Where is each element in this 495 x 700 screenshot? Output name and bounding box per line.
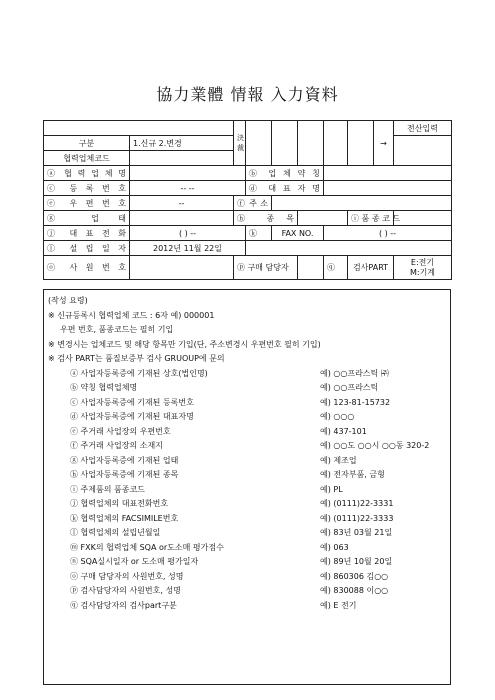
item-description: ⓒ 사업자등록증에 기재된 등록번호 xyxy=(70,397,194,407)
instruction-item xyxy=(48,425,446,440)
ceo-name-label: ⓓ 대 표 자 명 xyxy=(246,181,324,196)
phone-label: ⓙ 대 표 전 화 xyxy=(44,226,130,241)
page-title: 協力業體 情報 入力資料 xyxy=(156,85,339,104)
item-example: 예) 123-81-15732 xyxy=(320,397,391,407)
instructions-panel xyxy=(43,289,451,685)
item-description: ⓜ FXK의 협력업체 SQA or도소매 평가점수 xyxy=(70,542,224,552)
header-blank xyxy=(44,121,234,136)
instruction-item xyxy=(48,570,446,585)
founding-date-label: ⓛ 설 립 일 자 xyxy=(44,241,130,256)
item-description: ⓗ 사업자등록증에 기재된 종목 xyxy=(70,470,179,479)
employee-number-field[interactable] xyxy=(130,256,234,280)
item-example: 예) 860306 김○○ xyxy=(320,571,389,581)
item-description: ⓛ 협력업체의 설립년월일 xyxy=(70,528,161,537)
instructions-heading: (작성 요령) xyxy=(48,296,88,305)
gubun-label: 구분 xyxy=(44,136,130,151)
item-description: ⓖ 사업자등록증에 기재된 업태 xyxy=(70,455,179,465)
computer-input-box[interactable] xyxy=(394,136,452,166)
founding-date-field[interactable]: 2012년 11월 22일 xyxy=(130,241,246,256)
item-example: 예) (0111)22-3333 xyxy=(320,513,394,523)
instruction-line: ※ 검사 PART는 품질보증부 검사 GRUOUP에 문의 xyxy=(48,354,225,363)
instruction-item xyxy=(48,599,446,614)
phone-field[interactable]: ( ) -- xyxy=(130,226,246,241)
item-description: ⓞ 구매 담당자의 사원번호, 성명 xyxy=(70,571,184,581)
instruction-item xyxy=(48,497,446,512)
vendor-code-field[interactable] xyxy=(130,151,234,166)
item-example: 예) 제조업 xyxy=(320,455,357,465)
instruction-item xyxy=(48,541,446,556)
product-code-field[interactable] xyxy=(394,211,452,226)
input-form-table xyxy=(43,120,452,280)
item-description: ⓕ 주거래 사업장의 소재지 xyxy=(70,441,163,450)
item-example: 예) 830088 이○○ xyxy=(320,586,389,595)
approval-box-5[interactable] xyxy=(348,121,374,166)
address-field[interactable] xyxy=(272,196,452,211)
approval-box-4[interactable] xyxy=(324,121,348,166)
instruction-line: ※ 신규등록시 협력업체 코드 : 6자 예) 000001 xyxy=(48,310,215,320)
item-example: 예) 063 xyxy=(320,542,349,552)
instruction-item xyxy=(48,526,446,541)
item-description: ⓚ 협력업체의 FACSIMILE번호 xyxy=(70,513,179,523)
instruction-item xyxy=(48,396,446,411)
inspection-marker: ⓠ xyxy=(324,256,348,280)
ceo-name-field[interactable] xyxy=(324,181,452,196)
arrow-icon: → xyxy=(374,121,394,166)
computer-input-header: 전산입력 xyxy=(394,121,452,136)
product-code-label: ⓘ 품 종 코 드 xyxy=(348,211,394,226)
item-example: 예) 83년 03월 21일 xyxy=(320,528,393,537)
item-description: ⓔ 주거래 사업장의 우편번호 xyxy=(70,426,171,436)
purchase-manager-label: ⓟ 구매 담당자 xyxy=(234,256,298,280)
instruction-item xyxy=(48,584,446,599)
instruction-line: 우편 번호, 품종코드는 필히 기입 xyxy=(60,325,174,334)
item-example: 예) ○○도 ○○시 ○○동 320-2 xyxy=(320,441,430,450)
approval-box-1[interactable] xyxy=(246,121,272,166)
item-description: ⓐ 사업자등록증에 기재된 상호(법인명) xyxy=(70,368,208,378)
item-description: ⓟ 검사담당자의 사원번호, 성명 xyxy=(70,586,181,595)
instruction-item xyxy=(48,468,446,483)
vendor-name-label: ⓐ 협 력 업 체 명 xyxy=(44,166,130,181)
fax-marker: ⓚ xyxy=(246,226,272,241)
reg-number-field[interactable]: -- -- xyxy=(130,181,246,196)
address-label: ⓕ 주 소 xyxy=(234,196,272,211)
employee-number-label: ⓞ 사 원 번 호 xyxy=(44,256,130,280)
instruction-item xyxy=(48,454,446,469)
item-example: 예) 437-101 xyxy=(320,426,367,436)
zip-code-field[interactable]: -- xyxy=(130,196,234,211)
vendor-short-name-label: ⓑ 업 체 약 칭 xyxy=(246,166,324,181)
business-type-field[interactable] xyxy=(130,211,234,226)
item-description: ⓙ 협력업체의 대표전화번호 xyxy=(70,499,169,508)
instruction-item xyxy=(48,439,446,454)
item-example: 예) (0111)22-3331 xyxy=(320,499,394,508)
item-example: 예) PL xyxy=(320,484,343,494)
item-description: ⓓ 사업자등록증에 기재된 대표자명 xyxy=(70,412,194,421)
item-example: 예) ○○프라스틱 ㈜ xyxy=(320,368,389,378)
purchase-manager-field[interactable] xyxy=(298,256,324,280)
business-type-label: ⓖ 업 태 xyxy=(44,211,130,226)
item-description: ⓑ 약칭 협력업체명 xyxy=(70,383,138,392)
vendor-code-label: 협력업체코드 xyxy=(44,151,130,166)
instruction-item xyxy=(48,367,446,382)
fax-field[interactable]: ( ) -- xyxy=(324,226,452,241)
instruction-item xyxy=(48,555,446,570)
inspection-part-label: 검사PART xyxy=(348,256,394,280)
instruction-item xyxy=(48,483,446,498)
instruction-line: ※ 변경시는 업체코드 및 해당 항목만 기입(단, 주소변경시 우편번호 필히 기입) xyxy=(48,339,321,349)
instruction-item xyxy=(48,381,446,396)
inspection-part-options[interactable]: E:전기 M:기계 xyxy=(394,256,452,280)
item-example: 예) ○○○ xyxy=(320,412,355,421)
item-example: 예) 89년 10월 20일 xyxy=(320,557,393,566)
item-example: 예) E 전기 xyxy=(320,600,357,610)
instruction-item xyxy=(48,512,446,527)
approval-box-3[interactable] xyxy=(298,121,324,166)
blank-cell xyxy=(246,241,452,256)
approval-box-2[interactable] xyxy=(272,121,298,166)
gubun-value[interactable]: 1.신규 2.변경 xyxy=(130,136,234,151)
item-example: 예) ○○프라스틱 xyxy=(320,383,379,392)
item-description: ⓝ SQA실시일자 or 도소매 평가일자 xyxy=(70,557,199,566)
business-item-label: ⓗ 종 목 xyxy=(234,211,298,226)
item-description: ⓠ 검사담당자의 검사part구분 xyxy=(70,600,177,610)
reg-number-label: ⓒ 등 록 번 호 xyxy=(44,181,130,196)
zip-code-label: ⓔ 우 편 번 호 xyxy=(44,196,130,211)
business-item-field[interactable] xyxy=(298,211,348,226)
fax-label: FAX NO. xyxy=(272,226,324,241)
item-description: ⓘ 주제품의 품종코드 xyxy=(70,484,145,494)
instruction-item xyxy=(48,410,446,425)
vendor-short-name-field[interactable] xyxy=(324,166,452,181)
approval-label: 決 裁 xyxy=(234,121,246,166)
item-example: 예) 전자부품, 금형 xyxy=(320,470,385,479)
vendor-name-field[interactable] xyxy=(130,166,246,181)
